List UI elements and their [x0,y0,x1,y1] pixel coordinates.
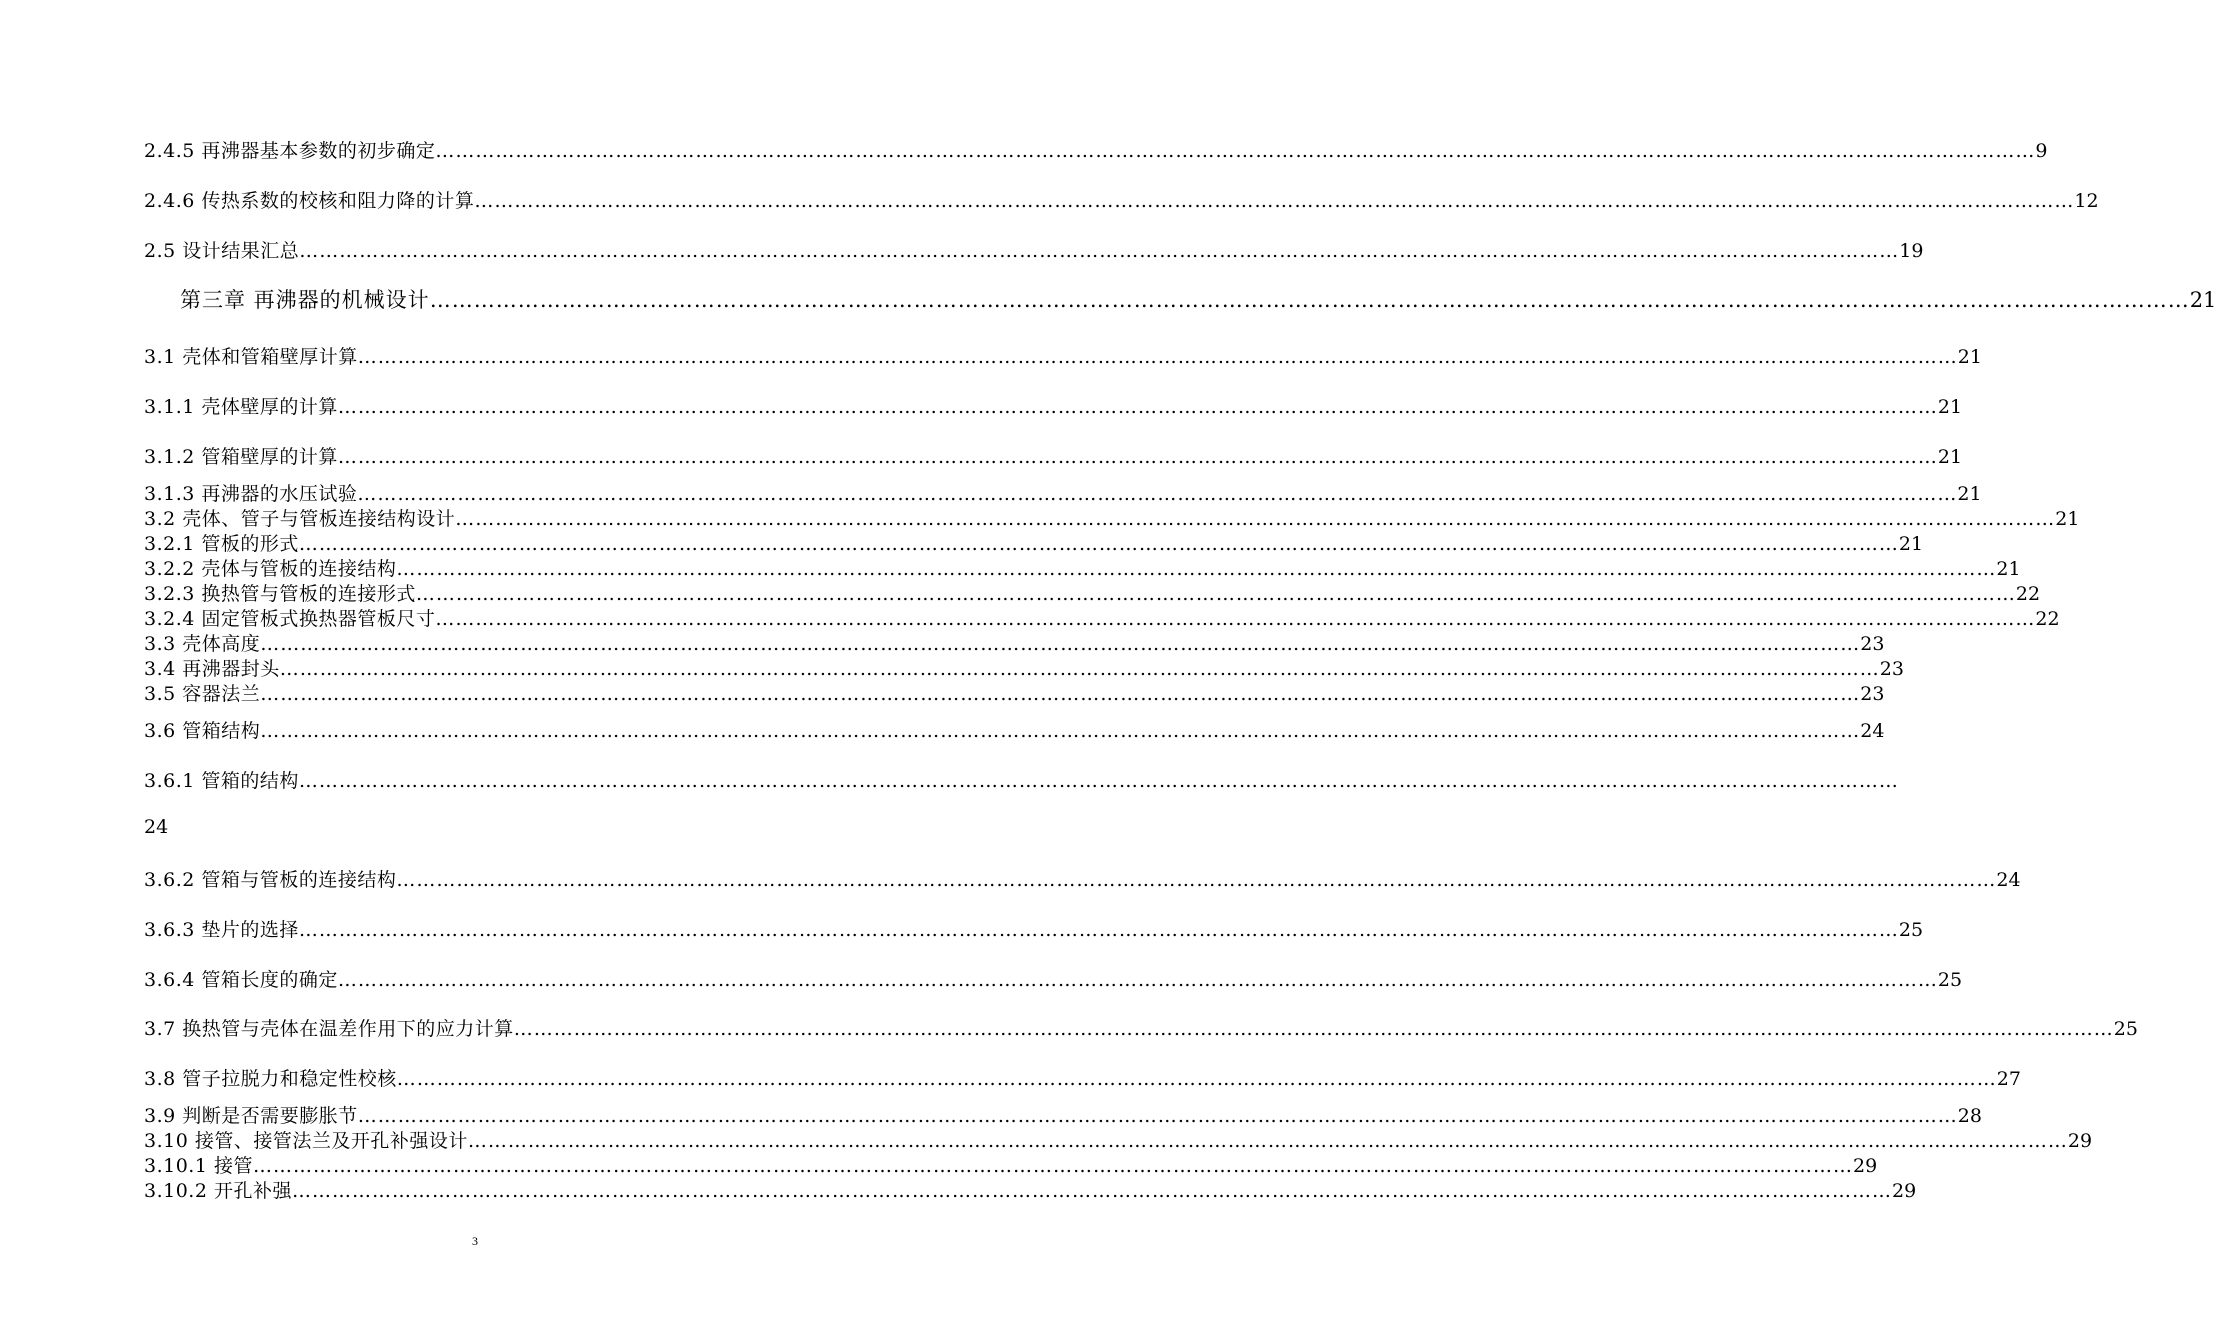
page-number: 3 [472,1234,478,1248]
toc-entry[interactable] [144,717,1885,743]
toc-entry-label: 3.1 壳体和管箱壁厚计算 [144,346,358,368]
toc-entry-label: 2.5 设计结果汇总 [144,240,300,262]
toc-entry[interactable] [144,393,1963,419]
toc-entry-page: 23 [1860,683,1885,705]
toc-entry[interactable] [144,1015,2138,1041]
toc-entry-label: 3.2.1 管板的形式 [144,533,299,555]
toc-entry-page: 21 [1937,396,1963,418]
dot-leader: …………………………………………………………………………………………………………………………………………………………………………………………………………………… [396,558,1997,580]
toc-entry-page: 21 [1957,346,1982,368]
toc-entry-page: 21 [1957,483,1982,505]
toc-entry-label: 3.2.3 换热管与管板的连接形式 [144,583,416,605]
dot-leader: …………………………………………………………………………………………………………………………………………………………………………………………………………………… [415,583,2016,605]
toc-entry-page: 27 [1996,1068,2021,1090]
toc-entry-label: 3.1.2 管箱壁厚的计算 [144,446,338,468]
dot-leader: …………………………………………………………………………………………………………………………………………………………………………………………………………………… [467,1130,2068,1152]
toc-entry-page: 25 [1898,919,1924,941]
toc-entry[interactable] [144,680,1885,706]
dot-leader: …………………………………………………………………………………………………………………………………………………………………………………………………………………… [337,396,1938,418]
toc-entry-page: 25 [1937,969,1963,991]
dot-leader: …………………………………………………………………………………………………………………………………………………………………………………………………………………… [337,446,1938,468]
dot-leader: …………………………………………………………………………………………………………………………………………………………………………………………………………………… [455,508,2056,530]
toc-entry-page: 21 [1996,558,2021,580]
dot-leader: …………………………………………………………………………………………………………………………………………………………………………………………………………………… [357,346,1958,368]
toc-entry[interactable] [144,916,1924,942]
toc-entry-page: 29 [1891,1180,1917,1202]
toc-entry[interactable] [144,1127,2093,1153]
dot-leader: …………………………………………………………………………………………………………………………………………………………………………………………………………………… [298,533,1899,555]
toc-entry-page: 29 [2067,1130,2093,1152]
dot-leader: …………………………………………………………………………………………………………………………………………………………………………………………………………………… [260,683,1861,705]
toc-entry-label: 3.6.4 管箱长度的确定 [144,969,338,991]
toc-entry[interactable] [144,966,1963,992]
toc-entry-page: 19 [1899,240,1924,262]
toc-entry-label: 3.6.2 管箱与管板的连接结构 [144,869,397,891]
dot-leader: …………………………………………………………………………………………………………………………………………………………………………………………………………………… [396,1068,1997,1090]
dot-leader: …………………………………………………………………………………………………………………………………………………………………………………………………………………… [260,720,1861,742]
toc-entry[interactable] [144,630,1885,656]
toc-entry[interactable] [144,237,1924,263]
toc-chapter-entry[interactable] [144,286,2216,312]
toc-entry-label: 3.1.1 壳体壁厚的计算 [144,396,338,418]
toc-entry-page: 22 [2035,608,2060,630]
dot-leader: …………………………………………………………………………………………………………………………………………………………………………………………………………………… [337,969,1938,991]
toc-entry-page: 21 [1937,446,1963,468]
toc-entry-page: 25 [2113,1018,2138,1040]
dot-leader: …………………………………………………………………………………………………………………………………………………………………………………………………………………… [474,190,2075,212]
toc-entry-label: 3.2 壳体、管子与管板连接结构设计 [144,508,456,530]
dot-leader: …………………………………………………………………………………………………………………………………………………………………………………………………………………… [357,483,1958,505]
toc-entry[interactable] [144,555,2021,581]
dot-leader: …………………………………………………………………………………………………………………………………………………………………………………………………………………… [291,1180,1892,1202]
toc-entry-label: 3.2.2 壳体与管板的连接结构 [144,558,397,580]
toc-entry-page: 23 [1860,633,1885,655]
toc-entry-page: 24 [1860,720,1885,742]
toc-entry[interactable] [144,1152,1878,1178]
toc-entry-page: 23 [1879,658,1904,680]
toc-entry[interactable] [144,505,2080,531]
toc-entry-page: 24 [1996,869,2021,891]
toc-entry-label: 3.2.4 固定管板式换热器管板尺寸 [144,608,436,630]
toc-entry[interactable] [144,580,2041,606]
toc-entry-label: 3.6.1 管箱的结构 [144,770,299,792]
toc-entry[interactable] [144,1102,1982,1128]
dot-leader: …………………………………………………………………………………………………………………………………………………………………………………………………………………… [252,1155,1853,1177]
toc-entry[interactable] [144,655,1904,681]
toc-entry-label: 3.10.2 开孔补强 [144,1180,292,1202]
toc-entry-page: 21 [2055,508,2080,530]
dot-leader: …………………………………………………………………………………………………………………………………………………………………………………………………………………… [357,1105,1958,1127]
toc-entry[interactable] [144,137,2048,163]
toc-entry[interactable] [144,1065,2021,1091]
toc-entry-page: 29 [1852,1155,1878,1177]
toc-wrapped-page-number: 24 [144,816,169,838]
toc-entry-label: 3.10.1 接管 [144,1155,253,1177]
toc-entry-label: 3.10 接管、接管法兰及开孔补强设计 [144,1130,468,1152]
dot-leader: …………………………………………………………………………………………………………………………………………………………………………………………………………………… [435,608,2036,630]
toc-entry[interactable] [144,343,1982,369]
toc-entry-label: 2.4.6 传热系数的校核和阻力降的计算 [144,190,475,212]
dot-leader: …………………………………………………………………………………………………………………………………………………………………………………………………………………… [279,658,1880,680]
toc-entry-label: 3.5 容器法兰 [144,683,261,705]
toc-entry-label: 3.6.3 垫片的选择 [144,919,299,941]
toc-entry[interactable] [144,443,1963,469]
dot-leader: …………………………………………………………………………………………………………………………………………………………………………………………………………………… [298,770,1899,792]
toc-entry-label: 3.9 判断是否需要膨胀节 [144,1105,358,1127]
toc-entry-page: 9 [2035,140,2048,162]
toc-entry[interactable] [144,866,2021,892]
dot-leader: …………………………………………………………………………………………………………………………………………………………………………………………………………………… [299,240,1900,262]
dot-leader: …………………………………………………………………………………………………………………………………………………………………………………………………………………… [513,1018,2114,1040]
dot-leader: …………………………………………………………………………………………………………………………………………………………………………………………………………………… [260,633,1861,655]
toc-entry[interactable] [144,480,1982,506]
toc-entry[interactable] [144,605,2060,631]
toc-entry[interactable] [144,1177,1917,1203]
dot-leader: …………………………………………………………………………………………………………………………………………………………………………………………………………………… [435,140,2036,162]
toc-entry-page: 28 [1957,1105,1982,1127]
toc-entry[interactable] [144,530,1924,556]
toc-entry-label: 3.1.3 再沸器的水压试验 [144,483,358,505]
toc-entry-page: 22 [2015,583,2041,605]
toc-entry-label: 第三章 再沸器的机械设计 [180,288,430,312]
toc-entry[interactable] [144,187,2099,213]
toc-entry-label: 3.4 再沸器封头 [144,658,280,680]
toc-entry-label: 3.3 壳体高度 [144,633,261,655]
toc-entry-page: 21 [1898,533,1924,555]
toc-entry-page: 21 [2189,288,2216,312]
toc-entry-label: 3.8 管子拉脱力和稳定性校核 [144,1068,397,1090]
toc-entry[interactable] [144,767,1899,793]
dot-leader: …………………………………………………………………………………………………………………………………………………………………………………………………………………… [298,919,1899,941]
toc-entry-label: 3.6 管箱结构 [144,720,261,742]
dot-leader: …………………………………………………………………………………………………………………………………………………………………………………………………………………… [396,869,1997,891]
toc-entry-label: 3.7 换热管与壳体在温差作用下的应力计算 [144,1018,514,1040]
toc-entry-label: 2.4.5 再沸器基本参数的初步确定 [144,140,436,162]
toc-entry-page: 12 [2074,190,2099,212]
dot-leader: …………………………………………………………………………………………………………………………………………………………………………………………………………………… [429,288,2190,312]
